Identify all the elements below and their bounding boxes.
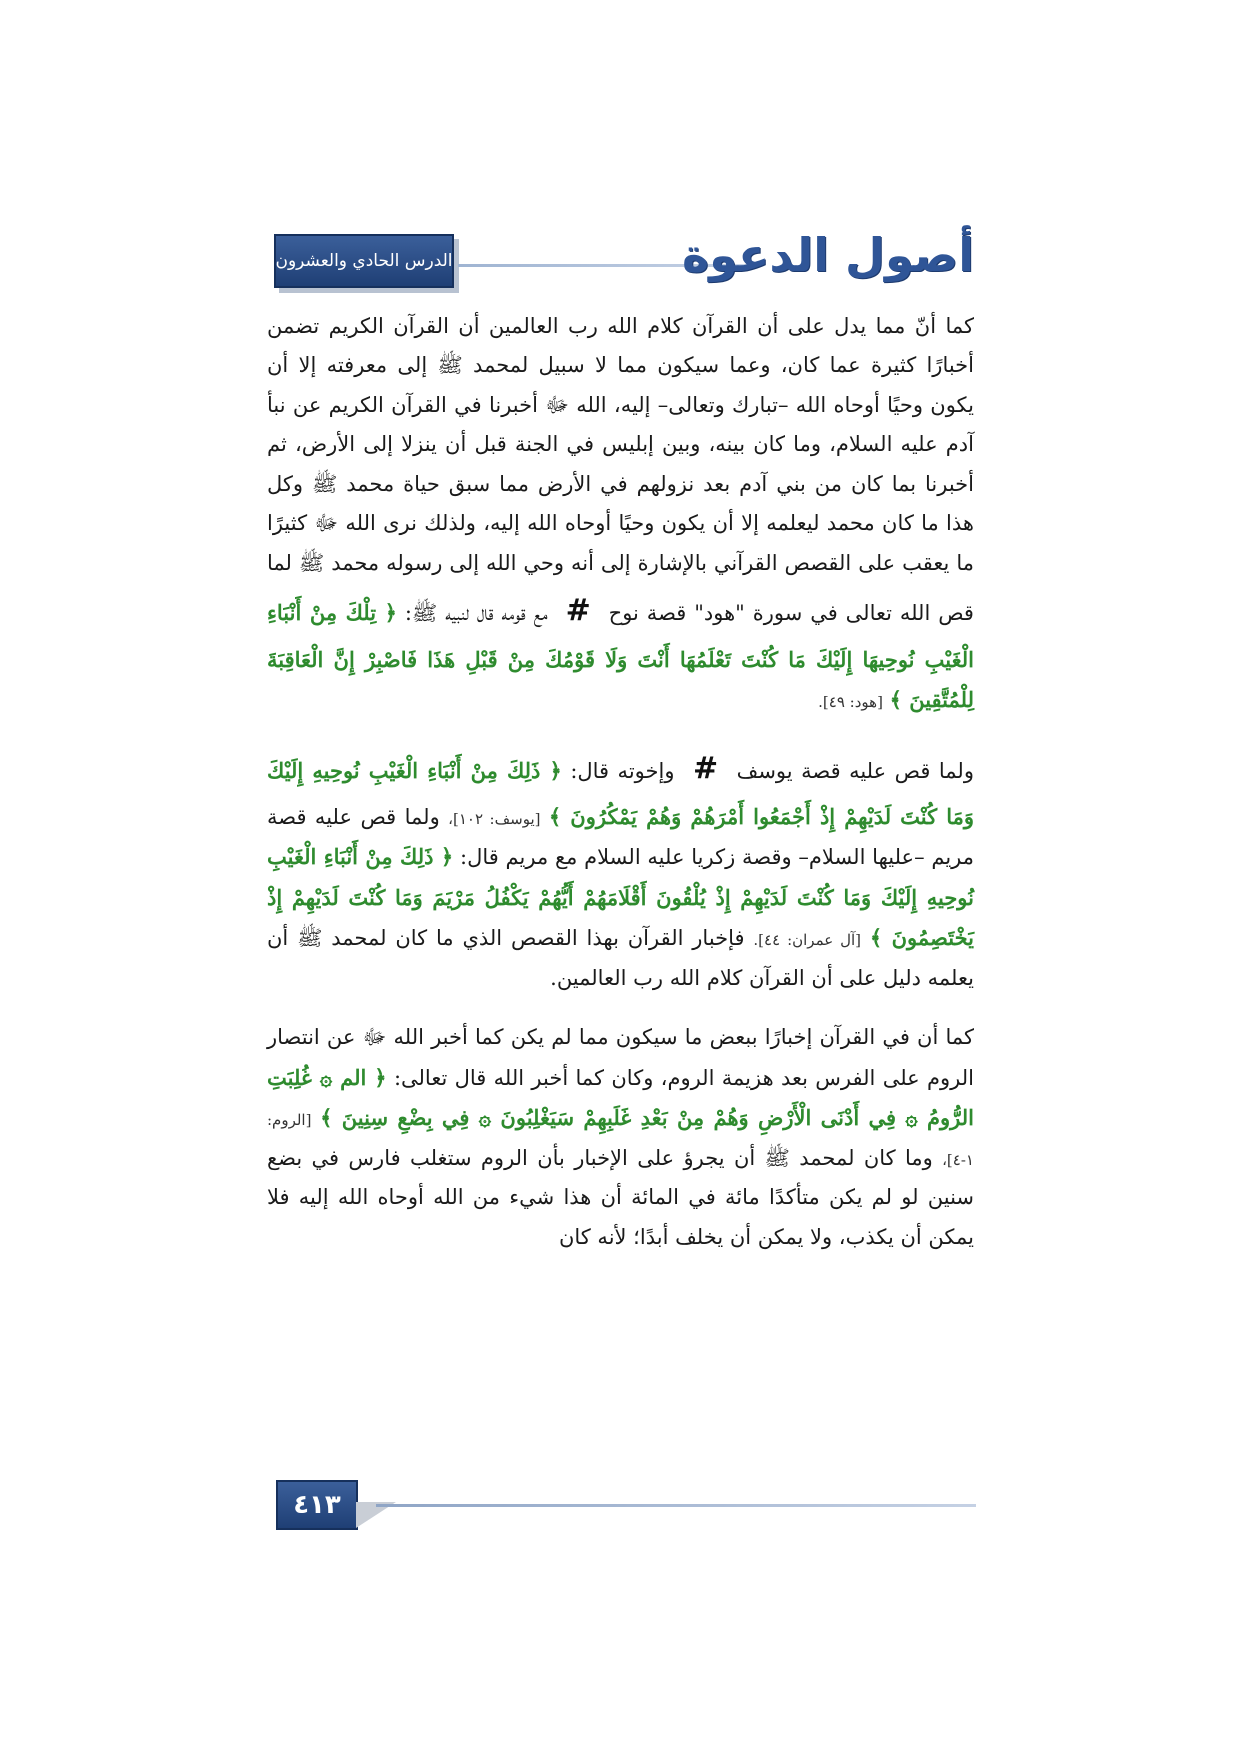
- hash-mark: #: [565, 593, 591, 629]
- page-number-badge: [276, 1480, 358, 1530]
- verse-reference: [آل عمران: ٤٤].: [753, 931, 862, 950]
- lesson-badge: [274, 234, 454, 288]
- paragraph-1-text: كما أنّ مما يدل على أن القرآن كلام الله رب العالمين أن القرآن الكريم تضمن أخبارًا كثيرة عما كان، وعما سيكون مما لا سبيل لمحمد ﷺ إلى معرفته إلا أن يكون وحيًا أوحاه الله –تبارك وتعالى– إليه، الله ﷻ أخبرنا في القرآن الكريم عن نبأ آدم عليه السلام، وما كان بينه، وبين إبليس في الجنة قبل أن ينزلا إلى الأرض، ثم أخبرنا بما كان من بني آدم بعد نزولهم في الأرض مما سبق حياة محمد ﷺ وكل هذا ما كان محمد ليعلمه إلا أن يكون وحيًا أوحاه الله إليه، ولذلك نرى الله ﷻ كثيرًا ما يعقب على القصص القرآني بالإشارة إلى أنه وحي الله إلى رسوله محمد ﷺ لما قص الله تعالى في سورة "هود" قصة نوح: [267, 314, 974, 626]
- paragraph-2-continuation: وإخوته قال:: [570, 758, 675, 783]
- quran-verse: ﴿ تِلْكَ مِنْ أَنْبَاءِ الْغَيْبِ نُوحِيهَا إِلَيْكَ مَا كُنْتَ تَعْلَمُهَا أَنْتَ وَلَا قَوْمُكَ مِنْ قَبْلِ هَذَا فَاصْبِرْ إِنَّ الْعَاقِبَةَ لِلْمُتَّقِينَ ﴾: [267, 600, 974, 713]
- page-body: [267, 307, 974, 1277]
- hash-mark: #: [692, 750, 719, 786]
- paragraph-3-text: كما أن في القرآن إخبارًا ببعض ما سيكون مما لم يكن كما أخبر الله ﷻ عن انتصار الروم على الفرس بعد هزيمة الروم، وكان كما أخبر الله قال تعالى:: [267, 1025, 974, 1090]
- book-title: أصول الدعوة: [681, 228, 974, 282]
- paragraph-3-continuation: وما كان لمحمد ﷺ أن يجرؤ على الإخبار بأن الروم ستغلب فارس في بضع سنين لو لم يكن متأكدًا مائة في المائة أن هذا شيء من الله أوحاه الله إليه فلا يمكن أن يكذب، ولا يمكن أن يخلف أبدًا؛ لأنه كان: [267, 1145, 974, 1249]
- paragraph-3: [267, 1018, 974, 1257]
- page-header: [274, 228, 974, 298]
- page-number: ٤١٣: [293, 1490, 341, 1520]
- quran-verse: ﴿ ذَلِكَ مِنْ أَنْبَاءِ الْغَيْبِ نُوحِيهِ إِلَيْكَ وَمَا كُنْتَ لَدَيْهِمْ إِذْ أَجْمَعُوا أَمْرَهُمْ وَهُمْ يَمْكُرُونَ ﴾: [267, 757, 974, 829]
- quran-verse: ﴿ الم ۞ غُلِبَتِ الرُّومُ ۞ فِي أَدْنَى الْأَرْضِ وَهُمْ مِنْ بَعْدِ غَلَبِهِمْ سَيَغْلِبُونَ ۞ فِي بِضْعِ سِنِينَ ﴾: [267, 1064, 974, 1131]
- paragraph-2-text-b: ولما قص عليه قصة مريم –عليها السلام– وقصة زكريا عليه السلام مع مريم قال:: [267, 805, 975, 870]
- paragraph-1: [267, 307, 974, 721]
- footer-divider: [376, 1504, 976, 1507]
- page-footer: [276, 1480, 976, 1540]
- paragraph-2-text-c: فإخبار القرآن بهذا القصص الذي ما كان لمحمد ﷺ أن يعلمه دليل على أن القرآن كلام الله رب العالمين.: [267, 926, 974, 990]
- verse-reference: [الروم: ١-٤]،: [267, 1111, 974, 1169]
- paragraph-2-text: ولما قص عليه قصة يوسف: [736, 758, 974, 783]
- lesson-label: الدرس الحادي والعشرون: [275, 251, 453, 271]
- paragraph-2: [267, 741, 974, 999]
- verse-reference: [هود: ٤٩].: [818, 693, 883, 712]
- verse-reference: [يوسف: ١٠٢]،: [448, 810, 541, 828]
- quran-verse: ﴿ ذَلِكَ مِنْ أَنْبَاءِ الْغَيْبِ نُوحِيهِ إِلَيْكَ وَمَا كُنْتَ لَدَيْهِمْ إِذْ يُلْقُونَ أَقْلَامَهُمْ أَيُّهُمْ يَكْفُلُ مَرْيَمَ وَمَا كُنْتَ لَدَيْهِمْ إِذْ يَخْتَصِمُونَ ﴾: [267, 844, 974, 951]
- paragraph-1-continuation: مع قومه قال لنبيه ﷺ:: [404, 601, 548, 626]
